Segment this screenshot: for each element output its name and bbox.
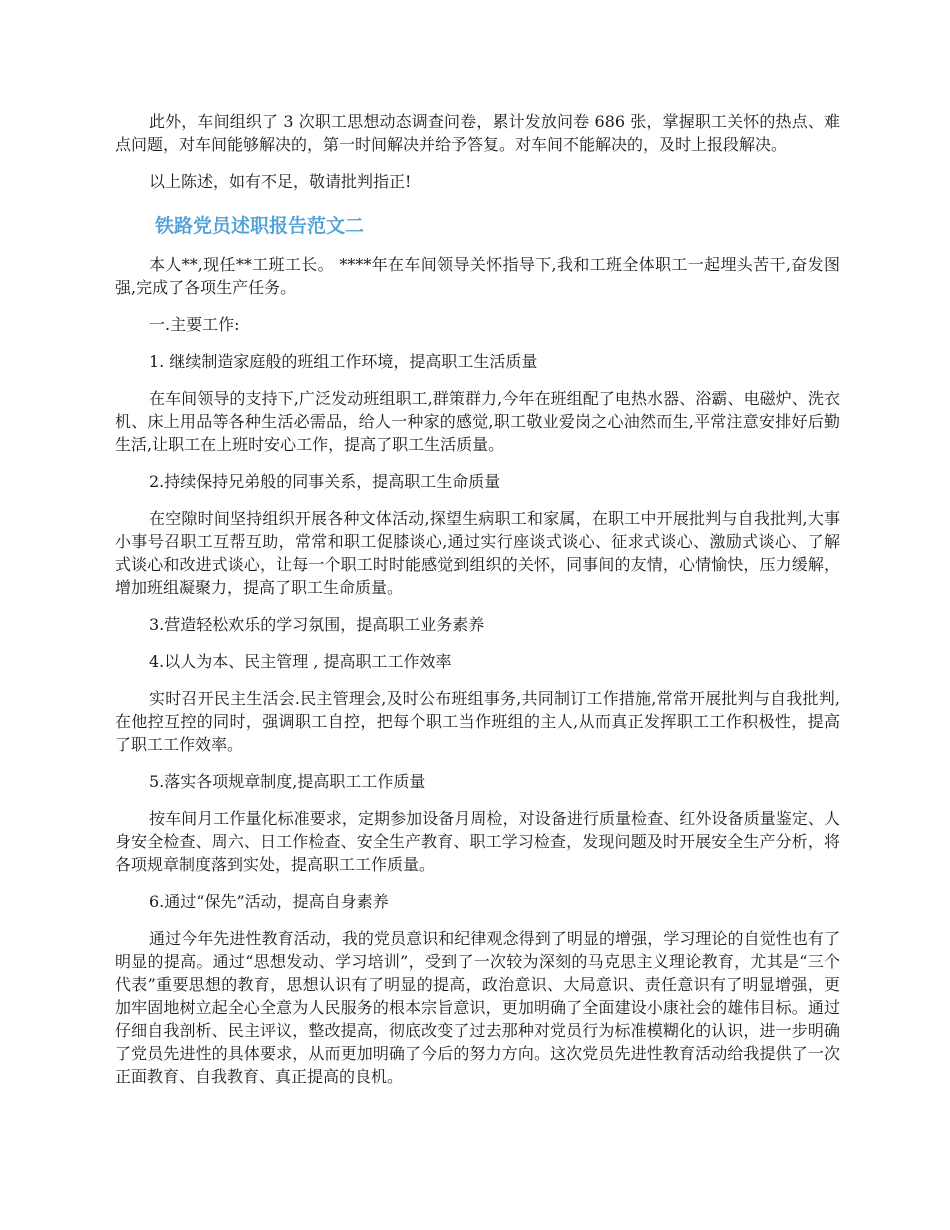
item-1-body: 在车间领导的支持下,广泛发动班组职工,群策群力,今年在班组配了电热水器、浴霸、电磁炉、洗衣机、床上用品等各种生活必需品，给人一种家的感觉,职工敬业爱岗之心油然而生,平常注意安排好后勤生活,让职工在上班时安心工作，提高了职工生活质量。 [115,389,840,454]
item-6-title: 6.通过“保先”活动，提高自身素养 [149,892,389,911]
item-4-body: 实时召开民主生活会.民主管理会,及时公布班组事务,共同制订工作措施,常常开展批判与自我批判,在他控互控的同时，强调职工自控，把每个职工当作班组的主人,从而真正发挥职工工作积极性，提高了职工工作效率。 [115,689,840,754]
item-4-title: 4.以人为本、民主管理 , 提高职工工作效率 [149,652,452,671]
section-heading: 铁路党员述职报告范文二 [155,215,365,237]
paragraph-closing: 以上陈述，如有不足，敬请批判指正! [149,172,412,191]
item-1-title: 1. 继续制造家庭般的班组工作环境，提高职工生活质量 [149,352,538,371]
paragraph-intro: 本人**,现任**工班工长。 ****年在车间领导关怀指导下,我和工班全体职工一起埋头苦干,奋发图强,完成了各项生产任务。 [115,255,840,297]
item-5-title: 5.落实各项规章制度,提高职工工作质量 [149,772,426,791]
item-5-body: 按车间月工作量化标准要求，定期参加设备月周检，对设备进行质量检查、红外设备质量鉴定、人身安全检查、周六、日工作检查、安全生产教育、职工学习检查，发现问题及时开展安全生产分析，将各项规章制度落到实处，提高职工工作质量。 [115,809,840,874]
item-2-title: 2.持续保持兄弟般的同事关系，提高职工生命质量 [149,472,501,491]
main-work-title: 一.主要工作: [149,315,240,334]
paragraph-survey: 此外，车间组织了 3 次职工思想动态调查问卷，累计发放问卷 686 张，掌握职工关怀的热点、难点问题，对车间能够解决的，第一时间解决并给予答复。对车间不能解决的，及时上报段解决。 [115,112,840,154]
document-page [115,110,840,1102]
item-2-body: 在空隙时间坚持组织开展各种文体活动,探望生病职工和家属，在职工中开展批判与自我批判,大事小事号召职工互帮互助，常常和职工促膝谈心,通过实行座谈式谈心、征求式谈心、激励式谈心、了解式谈心和改进式谈心，让每一个职工时时能感觉到组织的关怀，同事间的友情，心情愉快，压力缓解，增加班组凝聚力，提高了职工生命质量。 [115,509,840,597]
item-3-title: 3.营造轻松欢乐的学习氛围，提高职工业务素养 [149,615,485,634]
item-6-body: 通过今年先进性教育活动，我的党员意识和纪律观念得到了明显的增强，学习理论的自觉性也有了明显的提高。通过“思想发动、学习培训”，受到了一次较为深刻的马克思主义理论教育，尤其是“三个代表”重要思想的教育，思想认识有了明显的提高，政治意识、大局意识、责任意识有了明显增强，更加牢固地树立起全心全意为人民服务的根本宗旨意识，更加明确了全面建设小康社会的雄伟目标。通过仔细自我剖析、民主评议，整改提高，彻底改变了过去那种对党员行为标准模糊化的认识，进一步明确了党员先进性的具体要求，从而更加明确了今后的努力方向。这次党员先进性教育活动给我提供了一次正面教育、自我教育、真正提高的良机。 [115,929,840,1086]
